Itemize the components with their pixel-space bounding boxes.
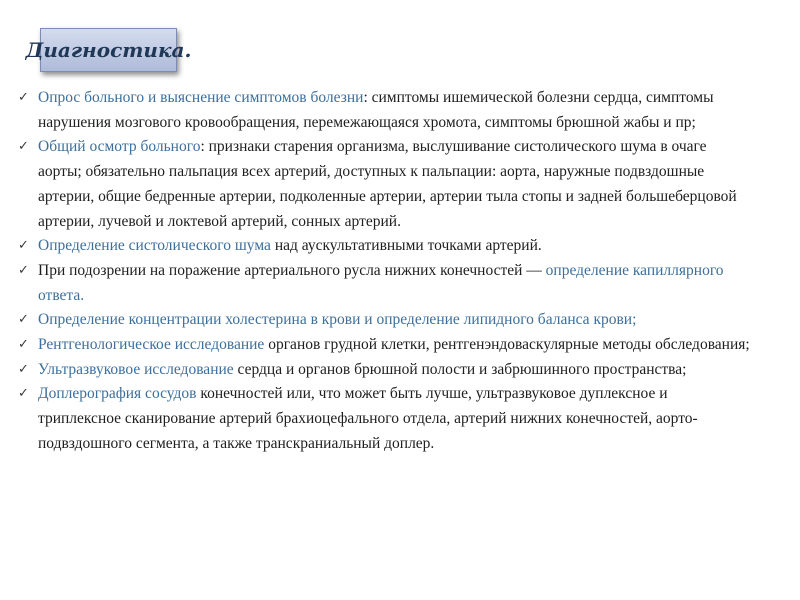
diagnostics-list (18, 86, 753, 457)
item-text: конечностей или, что может быть лучше, ультразвуковое дуплексное и триплексное сканирование артерий брахиоцефального отдела, артерий нижних конечностей, аорто-подвздошного сегмента, а также транскраниальный доплер. (38, 385, 698, 452)
title-banner (25, 28, 192, 72)
item-highlight: Доплерография сосудов (38, 385, 197, 403)
checkmark-icon: ✓ (18, 312, 29, 328)
item-highlight: Определение систолического шума (38, 237, 271, 255)
list-item (18, 382, 753, 456)
list-item (18, 308, 753, 333)
list-item (18, 234, 753, 259)
item-text: сердца и органов брюшной полости и забрюшинного пространства; (233, 360, 687, 378)
item-highlight: Опрос больного и выяснение симптомов болезни (38, 89, 364, 106)
checkmark-icon: ✓ (18, 238, 29, 254)
checkmark-icon: ✓ (18, 361, 29, 377)
item-highlight: Общий осмотр больного (38, 138, 201, 156)
checkmark-icon: ✓ (18, 90, 29, 105)
checkmark-icon: ✓ (18, 139, 29, 155)
checkmark-icon: ✓ (18, 337, 29, 353)
page-title: Диагностика. (25, 38, 192, 62)
item-highlight: Ультразвуковое исследование (38, 360, 234, 378)
item-text: : симптомы ишемической болезни сердца, симптомы нарушения мозгового кровообращения, перемежающаяся хромота, симптомы брюшной жабы и пр; (38, 89, 714, 131)
list-item (18, 358, 753, 383)
list-item (18, 135, 753, 234)
item-highlight: Определение концентрации холестерина в крови и определение липидного баланса крови; (38, 311, 637, 329)
list-item (18, 259, 753, 308)
checkmark-icon: ✓ (18, 386, 29, 402)
item-text: : признаки старения организма, выслушивание систолического шума в очаге аорты; обязательно пальпация всех артерий, доступных к пальпации: аорта, наружные подвздошные артерии, общие бедренные артерии, подколенные артерии, артерии тыла стопы и задней большеберцовой артерии, лучевой и локтевой артерий, сонных артерий. (38, 138, 737, 230)
list-item (18, 333, 753, 358)
item-text: При подозрении на поражение артериального русла нижних конечностей — (38, 261, 546, 279)
item-text: органов грудной клетки, рентгенэндоваскулярные методы обследования; (264, 336, 750, 354)
item-highlight: определение капиллярного ответа. (38, 261, 724, 304)
item-highlight: Рентгенологическое исследование (38, 336, 265, 354)
item-text: над аускультативными точками артерий. (270, 237, 542, 255)
checkmark-icon: ✓ (18, 262, 29, 278)
list-item (18, 86, 753, 135)
